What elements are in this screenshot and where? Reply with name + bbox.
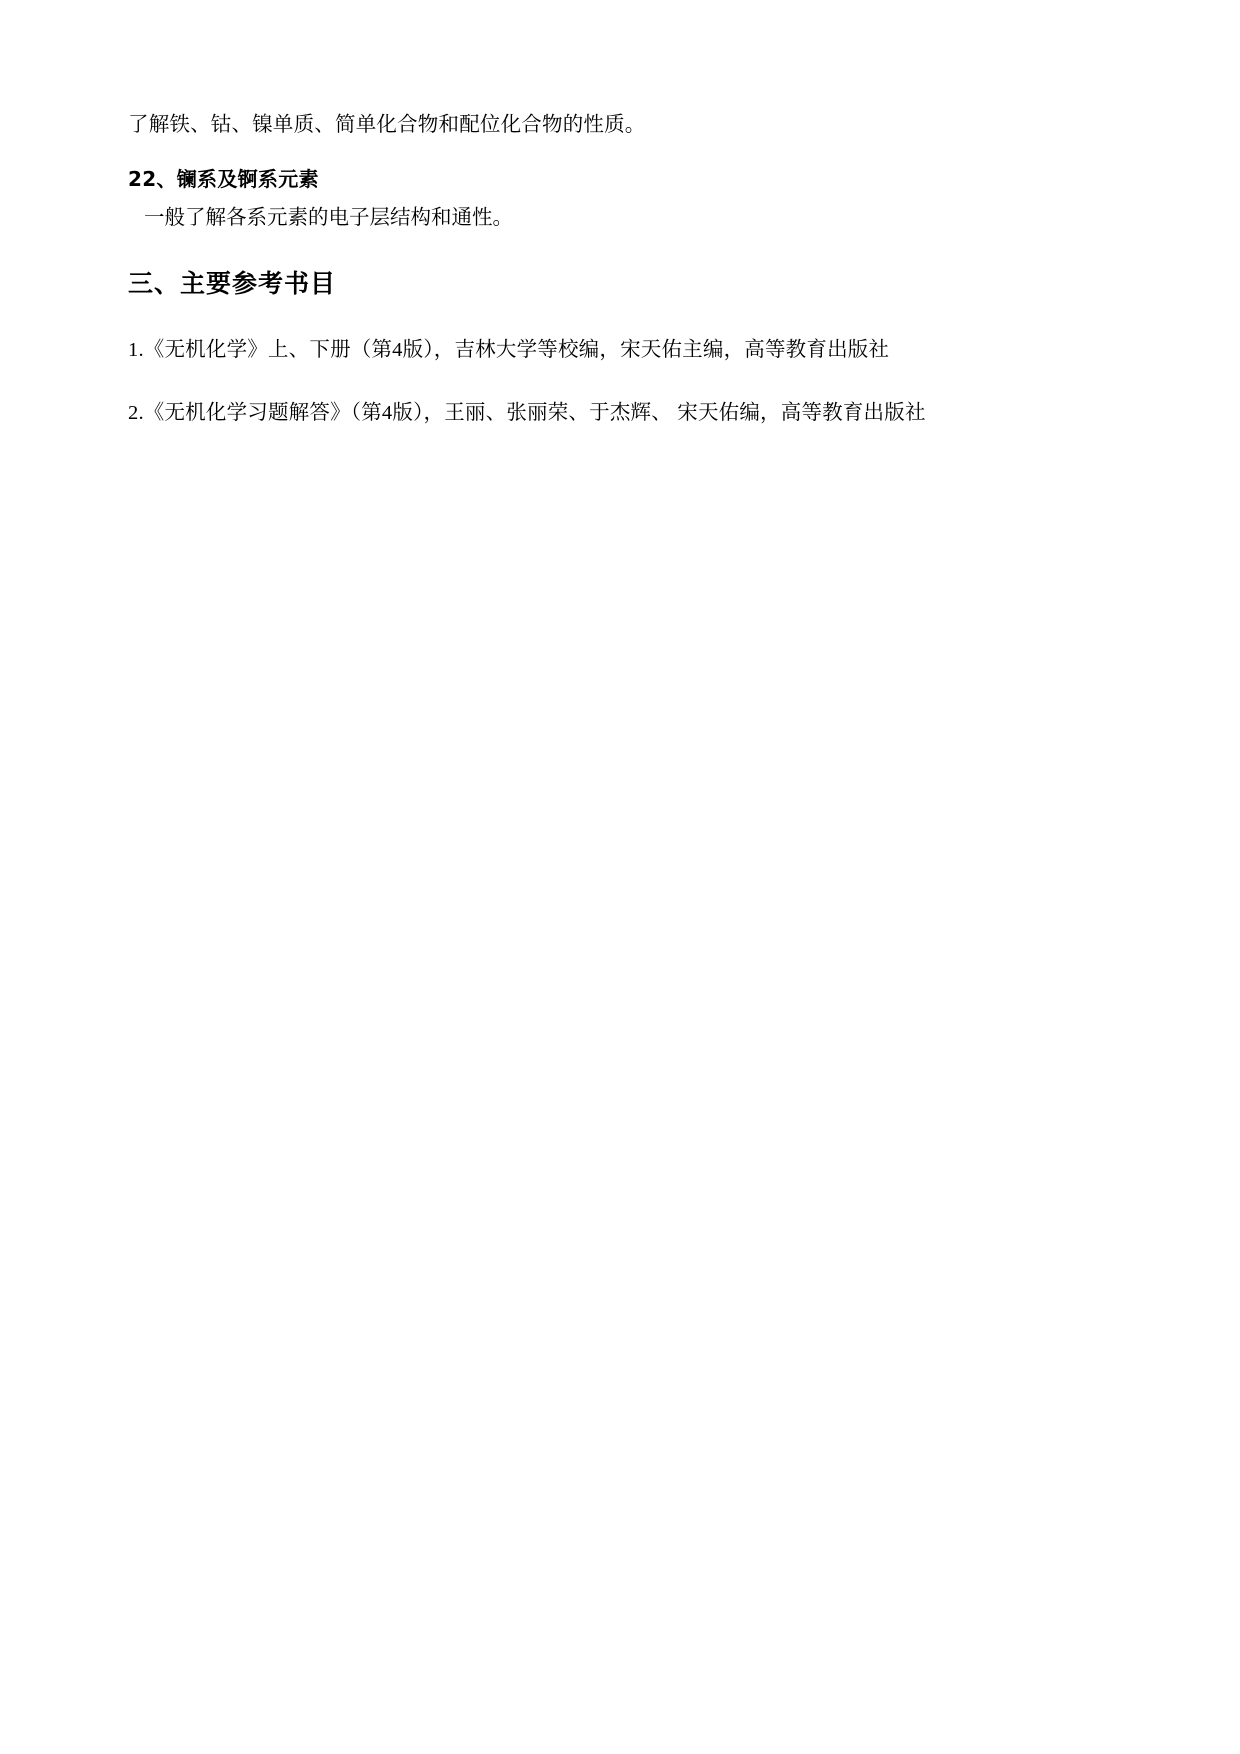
reference-item: 2.《无机化学习题解答》（第4版），王丽、张丽荣、于杰辉、 宋天佑编，高等教育出版社	[128, 401, 926, 424]
section-heading-three: 三、主要参考书目	[128, 268, 337, 298]
intro-paragraph: 了解铁、钴、镍单质、简单化合物和配位化合物的性质。	[128, 114, 646, 136]
section-heading-22: 22、镧系及锕系元素	[128, 166, 319, 191]
section-22-body: 一般了解各系元素的电子层结构和通性。	[144, 206, 513, 229]
reference-item: 1.《无机化学》上、下册（第4版），吉林大学等校编，宋天佑主编，高等教育出版社	[128, 338, 890, 361]
